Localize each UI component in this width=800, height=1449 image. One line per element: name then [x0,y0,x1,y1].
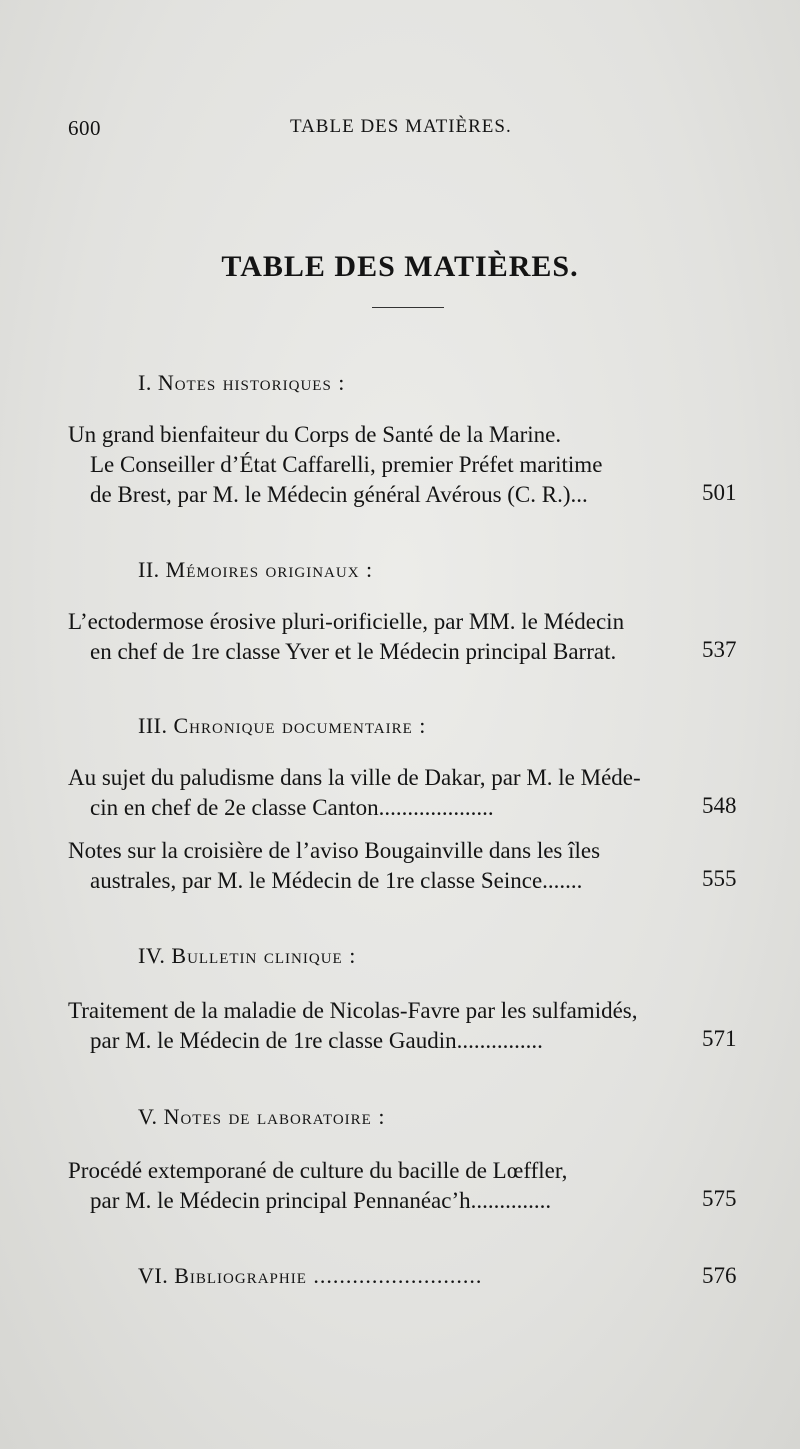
section-heading-4 [138,943,356,969]
entry-line: par M. le Médecin de 1re classe Gaudin............... [90,1028,543,1053]
section-heading-5 [138,1104,385,1130]
entry-page-number: 576 [702,1263,737,1288]
toc-entry[interactable] [68,763,688,823]
section-title: Notes historiques : [157,370,346,395]
entry-line: cin en chef de 2e classe Canton.................... [90,795,494,820]
running-title: TABLE DES MATIÈRES. [290,116,512,137]
page-number: 600 [68,116,101,140]
section-numeral: V. [138,1104,158,1129]
entry-line: Le Conseiller d’État Caffarelli, premier Préfet maritime [90,452,603,477]
entry-page-number: 537 [702,637,737,662]
entry-page-number: 571 [702,1026,737,1051]
entry-line: Un grand bienfaiteur du Corps de Santé de la Marine. [68,422,562,447]
section-title: Bulletin clinique : [171,943,357,968]
entry-line: australes, par M. le Médecin de 1re classe Seince....... [90,868,583,893]
entry-page-number: 501 [702,480,737,505]
entry-line: en chef de 1re classe Yver et le Médecin principal Barrat. [90,639,617,664]
entry-line: par M. le Médecin principal Pennanéac’h.............. [90,1188,552,1213]
entry-line: Notes sur la croisière de l’aviso Bougainville dans les îles [68,838,601,863]
entry-page-number: 575 [702,1186,737,1211]
section-heading-6[interactable] [138,1263,482,1289]
section-title: Chronique documentaire : [173,713,427,738]
entry-line: de Brest, par M. le Médecin général Avérous (C. R.)... [90,482,588,507]
toc-entry[interactable] [68,836,688,896]
section-heading-1 [138,370,345,396]
title-rule [372,307,444,308]
entry-line: Procédé extemporané de culture du bacille de Lœffler, [68,1158,568,1183]
entry-page-number: 548 [702,793,737,818]
toc-entry[interactable] [68,607,688,667]
section-title: Mémoires originaux : [165,557,374,582]
section-heading-2 [138,557,373,583]
entry-page-number: 555 [702,866,737,891]
entry-line: Traitement de la maladie de Nicolas-Favre par les sulfamidés, [68,998,638,1023]
section-title: Notes de laboratoire : [163,1104,386,1129]
entry-line: L’ectodermose érosive pluri-orificielle, par MM. le Médecin [68,609,625,634]
section-numeral: IV. [138,943,166,968]
section-heading-3 [138,713,426,739]
running-head [0,116,800,146]
toc-entry[interactable] [68,1156,688,1216]
toc-entry[interactable] [68,420,688,510]
section-numeral: II. [138,557,160,582]
section-numeral: III. [138,713,168,738]
toc-entry[interactable] [68,996,688,1056]
section-title: Bibliographie .......................... [174,1263,483,1288]
entry-line: Au sujet du paludisme dans la ville de Dakar, par M. le Méde- [68,765,641,790]
section-numeral: VI. [138,1263,169,1288]
section-numeral: I. [138,370,152,395]
page-title: TABLE DES MATIÈRES. [221,250,579,283]
